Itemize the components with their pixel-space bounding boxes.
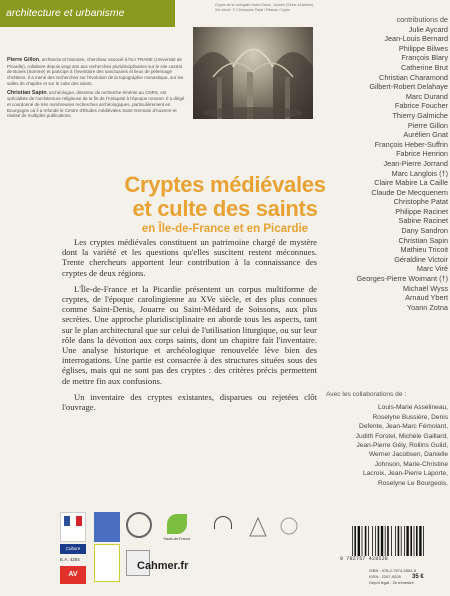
barcode-bar — [375, 526, 376, 556]
barcode-bar — [352, 526, 353, 556]
contributor-name: Julie Aycard — [408, 24, 448, 34]
barcode-bar — [354, 526, 356, 556]
collaboration-line: Jean-Pierre Gély, Rollins Guild, — [356, 442, 448, 450]
leaf-icon — [167, 514, 187, 534]
contributor-name: Christian Sapin — [398, 235, 448, 245]
contributor-name: Dany Sandron — [401, 226, 448, 236]
barcode-bar — [398, 526, 400, 556]
partner-logo-small — [274, 514, 304, 540]
barcode-bar — [401, 526, 402, 556]
collaborations-heading: Avec les collaborations de : — [326, 391, 407, 398]
author-bio-text: , architecte et historien, chercheur associé à l'EA TRAME (Université de Picardie), collabore depuis vingt ans aux recherches pluridisciplinaires sur le site castral de Boves (Somme) et participe à l'inventaire des sanctuaires et lieux de pèlerinage chrétiens. Il a mené des recherches sur l'évolution de la topographie monastique, sur les salles de chapitre et sur le culte des saints. — [7, 57, 184, 86]
culture-logo: Culture — [60, 544, 86, 554]
barcode-bar — [381, 526, 383, 556]
barcode-bar — [365, 526, 367, 556]
contributor-name: Fabrice Henrion — [396, 149, 448, 159]
barcode-bar — [391, 526, 392, 556]
contributor-name: Gilbert-Robert Delahaye — [369, 82, 448, 92]
contributor-names — [352, 25, 448, 313]
barcode-bar — [385, 526, 386, 556]
barcode-bar — [362, 526, 363, 556]
title-line-1: Cryptes médiévales — [124, 172, 326, 197]
collaboration-line: Judith Forstel, Michèle Gaillard, — [355, 432, 448, 440]
title-line-2: et culte des saints — [132, 196, 318, 221]
contributor-name: Christophe Patat — [393, 197, 448, 207]
barcode-bar — [387, 526, 389, 556]
hdf-label: Hauts-de-France — [163, 537, 191, 541]
barcode-bar — [358, 526, 360, 556]
contributor-name: Claude De Mecquenem — [371, 187, 448, 197]
legal-deposit: Dépôt légal : 2e trimestre — [369, 580, 414, 585]
av-logo: AV — [60, 566, 86, 584]
book-title — [115, 173, 335, 221]
paragraph: L'Île-de-France et la Picardie présentent un corpus multiforme de cryptes, de l'époque carolingienne au XVe siècle, et des plus connues comme Saint-Denis, Jouarre ou Saint-Médard de Soissons, aux plus secrètes. Une approche pluridisciplinaire en aborde tous les aspects, tant sur le plan architectural que sur celui de l'utilisation liturgique, ou sur leur rôle dans la dévotion aux corps saints, dont un chapitre fait l'inventaire. Une analyse historique et archéologique renouvelée lève bien des interrogations. Une partie est consacrée à des structures situées sous des églises, mais qui ne sont pas des cryptes : des critères précis permettent de mettre fin aux confusions. — [62, 283, 317, 386]
collaboration-line: Roselyne Le Bourgeois. — [377, 479, 448, 487]
hauts-de-france-logo — [154, 514, 200, 550]
contributor-name: Philippe Bilwes — [398, 43, 448, 53]
isbn-info — [369, 568, 444, 586]
isbn: ISBN : 978-2-7574-2852-8 — [369, 568, 416, 573]
collaboration-line: Roselyne Bussière, Denis — [372, 413, 448, 421]
collaboration-line: Werner Jacobsen, Danielle — [368, 451, 448, 459]
publisher-name: Cahmer.fr — [137, 560, 189, 572]
ea-label: E.A. 4284 — [60, 557, 80, 562]
author-bio-1 — [7, 57, 186, 87]
contributor-name: Marc Viré — [416, 264, 448, 274]
partner-logo-round — [126, 512, 150, 542]
barcode-bar — [419, 526, 421, 556]
contributor-name: François Heber-Suffrin — [374, 139, 448, 149]
paragraph: Les cryptes médiévales constituent un patrimoine chargé de mystère dont la variété et les questions qu'elles suscitent restent méconnues. Trente chercheurs apportent leur contribution à la connaissance des cryptes de deux régions. — [62, 237, 317, 278]
contributor-name: François Blary — [401, 53, 448, 63]
back-cover-text — [62, 237, 317, 418]
barcode-bar — [416, 526, 418, 556]
barcode-bar — [368, 526, 369, 556]
contributor-name: Yoann Zotna — [406, 302, 448, 312]
barcode-bar — [404, 526, 405, 556]
author-name: Pierre Gillon — [7, 57, 40, 63]
church-logo — [205, 512, 241, 542]
price: 35 € — [412, 574, 424, 580]
partner-logo-blue — [94, 512, 120, 542]
title-block — [115, 173, 335, 235]
barcode-bar — [378, 526, 380, 556]
contributor-name: Fabrice Foucher — [394, 101, 448, 111]
contributor-name: Georges-Pierre Woimant (†) — [356, 274, 448, 284]
ministry-logo — [60, 512, 86, 542]
barcode-bar — [406, 526, 408, 556]
contributor-name: Philippe Racinet — [395, 206, 448, 216]
contributors-list — [352, 15, 448, 312]
photo-caption: Crypte de la collégiale Notre-Dame, Jouarre (Seine-et-Marne), XIe siècle. © Christophe Patat / Réseau Crypte — [215, 3, 315, 12]
contributors-heading: contributions de — [396, 15, 448, 24]
barcode-bar — [372, 526, 373, 556]
contributor-name: Marc Langlois (†) — [391, 168, 448, 178]
contributor-name: Michaël Wyss — [403, 283, 448, 293]
collaboration-line: Louis-Marie Asselineau, — [377, 404, 448, 412]
contributor-name: Jean-Pierre Jorrand — [383, 158, 448, 168]
contributor-name: Mathieu Tricoit — [400, 245, 448, 255]
author-name: Christian Sapin — [7, 89, 47, 96]
contributor-name: Jean-Louis Bernard — [384, 34, 448, 44]
contributor-name: Christian Charamond — [379, 72, 448, 82]
author-bios — [7, 57, 186, 122]
collaborations-list — [316, 390, 448, 488]
barcode-bar — [423, 526, 424, 556]
contributor-name: Thierry Galmiche — [392, 110, 448, 120]
collaboration-line: Johnson, Marie-Christine — [374, 460, 448, 468]
partner-logo-frame — [94, 544, 120, 582]
flag-icon — [64, 516, 82, 526]
crypt-photo — [193, 27, 313, 119]
category-banner: architecture et urbanisme — [0, 0, 175, 27]
contributor-name: Géraldine Victoir — [394, 254, 448, 264]
contributor-name: Aurélien Gnat — [403, 130, 448, 140]
contributor-name: Sabine Racinet — [398, 216, 448, 226]
barcode-bar — [414, 526, 415, 556]
author-bio-text: , archéologue, directeur de recherche émérite au CNRS, est spécialiste de l'architecture religieuse de la fin de l'Antiquité à l'époque romane. Il a dirigé et coordonné de très nombreuses recherches archéologiques, particulièrement en Bourgogne où il a refondé le Centre d'Études médiévales Saint-Germain d'Auxerre et réalisé de multiples publications. — [7, 89, 185, 119]
partner-logo-small — [246, 514, 270, 540]
contributor-name: Claire Mabire La Caille — [374, 178, 448, 188]
book-subtitle: en Île-de-France et en Picardie — [141, 223, 309, 235]
dome-icon — [214, 516, 232, 529]
paragraph: Un inventaire des cryptes existantes, disparues ou rejetées clôt l'ouvrage. — [62, 391, 317, 413]
collaboration-lines — [316, 403, 448, 488]
contributor-name: Pierre Gillon — [407, 120, 448, 130]
author-bio-2 — [7, 90, 186, 120]
partner-logos — [60, 512, 320, 587]
issn: ISSN : 2267-0025 — [369, 574, 401, 579]
contributor-name: Arnaud Ybert — [405, 293, 448, 303]
barcode-digits: 9 782757 428528 — [340, 556, 389, 562]
barcode — [350, 526, 426, 556]
barcode-bar — [395, 526, 396, 556]
contributor-name: Catherine Brut — [400, 62, 448, 72]
collaboration-line: Lacroix, Jean-Pierre Laporte, — [362, 470, 448, 478]
barcode-bar — [410, 526, 412, 556]
contributor-name: Marc Durand — [405, 91, 448, 101]
collaboration-line: Defente, Jean-Marc Fémolant, — [358, 423, 448, 431]
